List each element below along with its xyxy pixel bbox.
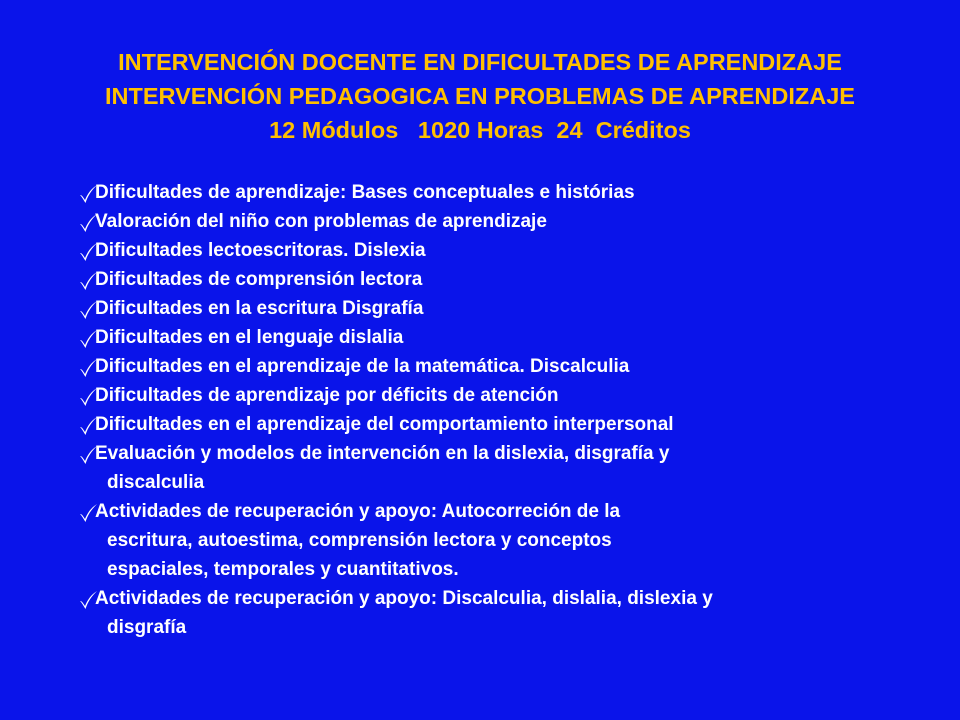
- module-text-continued: discalculia: [107, 472, 205, 493]
- checkmark-icon: [78, 416, 98, 436]
- module-item: [78, 584, 938, 642]
- module-list: [78, 178, 938, 642]
- checkmark-icon: [78, 590, 98, 610]
- module-item: [78, 178, 938, 207]
- checkmark-icon: [78, 242, 98, 262]
- checkmark-icon: [78, 445, 98, 465]
- module-text: Dificultades en el aprendizaje del comportamiento interpersonal: [95, 414, 674, 435]
- module-item: [78, 207, 938, 236]
- title-line-3: 12 Módulos 1020 Horas 24 Créditos: [269, 117, 691, 143]
- module-item: [78, 381, 938, 410]
- module-text: Valoración del niño con problemas de aprendizaje: [95, 211, 547, 232]
- module-item: [78, 323, 938, 352]
- module-text-continued: espaciales, temporales y cuantitativos.: [107, 559, 459, 580]
- checkmark-icon: [78, 358, 98, 378]
- module-item: [78, 439, 938, 497]
- title-line-1: INTERVENCIÓN DOCENTE EN DIFICULTADES DE APRENDIZAJE: [118, 49, 842, 75]
- module-text: Dificultades en el lenguaje dislalia: [95, 327, 404, 348]
- title-block: [0, 45, 960, 147]
- checkmark-icon: [78, 213, 98, 233]
- module-item: [78, 265, 938, 294]
- module-text-continued: escritura, autoestima, comprensión lectora y conceptos: [107, 530, 612, 551]
- module-text: Evaluación y modelos de intervención en la dislexia, disgrafía y: [95, 443, 670, 464]
- checkmark-icon: [78, 300, 98, 320]
- title-line-2: INTERVENCIÓN PEDAGOGICA EN PROBLEMAS DE APRENDIZAJE: [105, 83, 855, 109]
- module-text: Dificultades de aprendizaje por déficits de atención: [95, 385, 559, 406]
- module-item: [78, 294, 938, 323]
- module-text: Dificultades en el aprendizaje de la matemática. Discalculia: [95, 356, 630, 377]
- module-text: Dificultades de comprensión lectora: [95, 269, 423, 290]
- checkmark-icon: [78, 503, 98, 523]
- checkmark-icon: [78, 329, 98, 349]
- module-text: Dificultades de aprendizaje: Bases conceptuales e histórias: [95, 182, 635, 203]
- module-item: [78, 352, 938, 381]
- module-item: [78, 236, 938, 265]
- checkmark-icon: [78, 387, 98, 407]
- checkmark-icon: [78, 184, 98, 204]
- module-item: [78, 410, 938, 439]
- module-text: Dificultades lectoescritoras. Dislexia: [95, 240, 426, 261]
- checkmark-icon: [78, 271, 98, 291]
- module-text: Actividades de recuperación y apoyo: Autocorreción de la: [95, 501, 621, 522]
- module-text-continued: disgrafía: [107, 617, 187, 638]
- module-item: [78, 497, 938, 584]
- module-text: Actividades de recuperación y apoyo: Discalculia, dislalia, dislexia y: [95, 588, 713, 609]
- module-text: Dificultades en la escritura Disgrafía: [95, 298, 424, 319]
